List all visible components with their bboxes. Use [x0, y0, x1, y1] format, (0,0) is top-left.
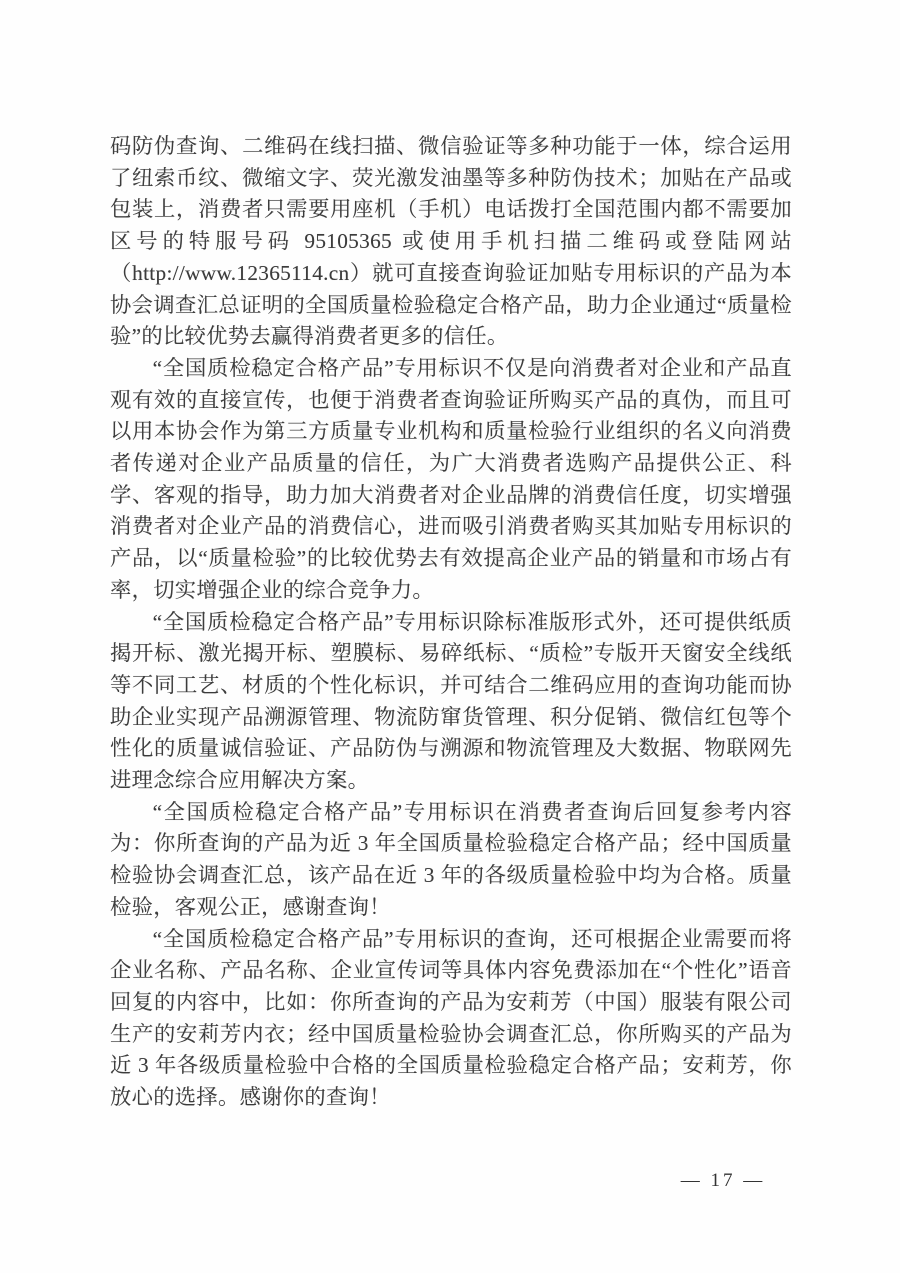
paragraph-4: “全国质检稳定合格产品”专用标识在消费者查询后回复参考内容为：你所查询的产品为近 3 年全国质量检验稳定合格产品；经中国质量检验协会调查汇总，该产品在近 3 年的各级质量检验中均为合格。质量检验，客观公正，感谢查询！ — [110, 799, 792, 919]
document-body — [110, 131, 792, 1114]
paragraph-1: 码防伪查询、二维码在线扫描、微信验证等多种功能于一体，综合运用了纽索币纹、微缩文字、荧光激发油墨等多种防伪技术；加贴在产品或包装上，消费者只需要用座机（手机）电话拨打全国范围内都不需要加区号的特服号码 95105365 或使用手机扫描二维码或登陆网站（http://www.12365114.cn）就可直接查询验证加贴专用标识的产品为本协会调查汇总证明的全国质量检验稳定合格产品，助力企业通过“质量检验”的比较优势去赢得消费者更多的信任。 — [110, 134, 792, 349]
paragraph-5: “全国质检稳定合格产品”专用标识的查询，还可根据企业需要而将企业名称、产品名称、企业宣传词等具体内容免费添加在“个性化”语音回复的内容中，比如：你所查询的产品为安莉芳（中国）服装有限公司生产的安莉芳内衣；经中国质量检验协会调查汇总，你所购买的产品为近 3 年各级质量检验中合格的全国质量检验稳定合格产品；安莉芳，你放心的选择。感谢你的查询！ — [110, 926, 792, 1110]
paragraph-2: “全国质检稳定合格产品”专用标识不仅是向消费者对企业和产品直观有效的直接宣传，也便于消费者查询验证所购买产品的真伪，而且可以用本协会作为第三方质量专业机构和质量检验行业组织的名义向消费者传递对企业产品质量的信任，为广大消费者选购产品提供公正、科学、客观的指导，助力加大消费者对企业品牌的消费信任度，切实增强消费者对企业产品的消费信心，进而吸引消费者购买其加贴专用标识的产品，以“质量检验”的比较优势去有效提高企业产品的销量和市场占有率，切实增强企业的综合竞争力。 — [110, 355, 792, 602]
page-number: — 17 — — [680, 1170, 766, 1191]
paragraph-3: “全国质检稳定合格产品”专用标识除标准版形式外，还可提供纸质揭开标、激光揭开标、塑膜标、易碎纸标、“质检”专版开天窗安全线纸等不同工艺、材质的个性化标识，并可结合二维码应用的查询功能而协助企业实现产品溯源管理、物流防窜货管理、积分促销、微信红包等个性化的质量诚信验证、产品防伪与溯源和物流管理及大数据、物联网先进理念综合应用解决方案。 — [110, 609, 792, 793]
